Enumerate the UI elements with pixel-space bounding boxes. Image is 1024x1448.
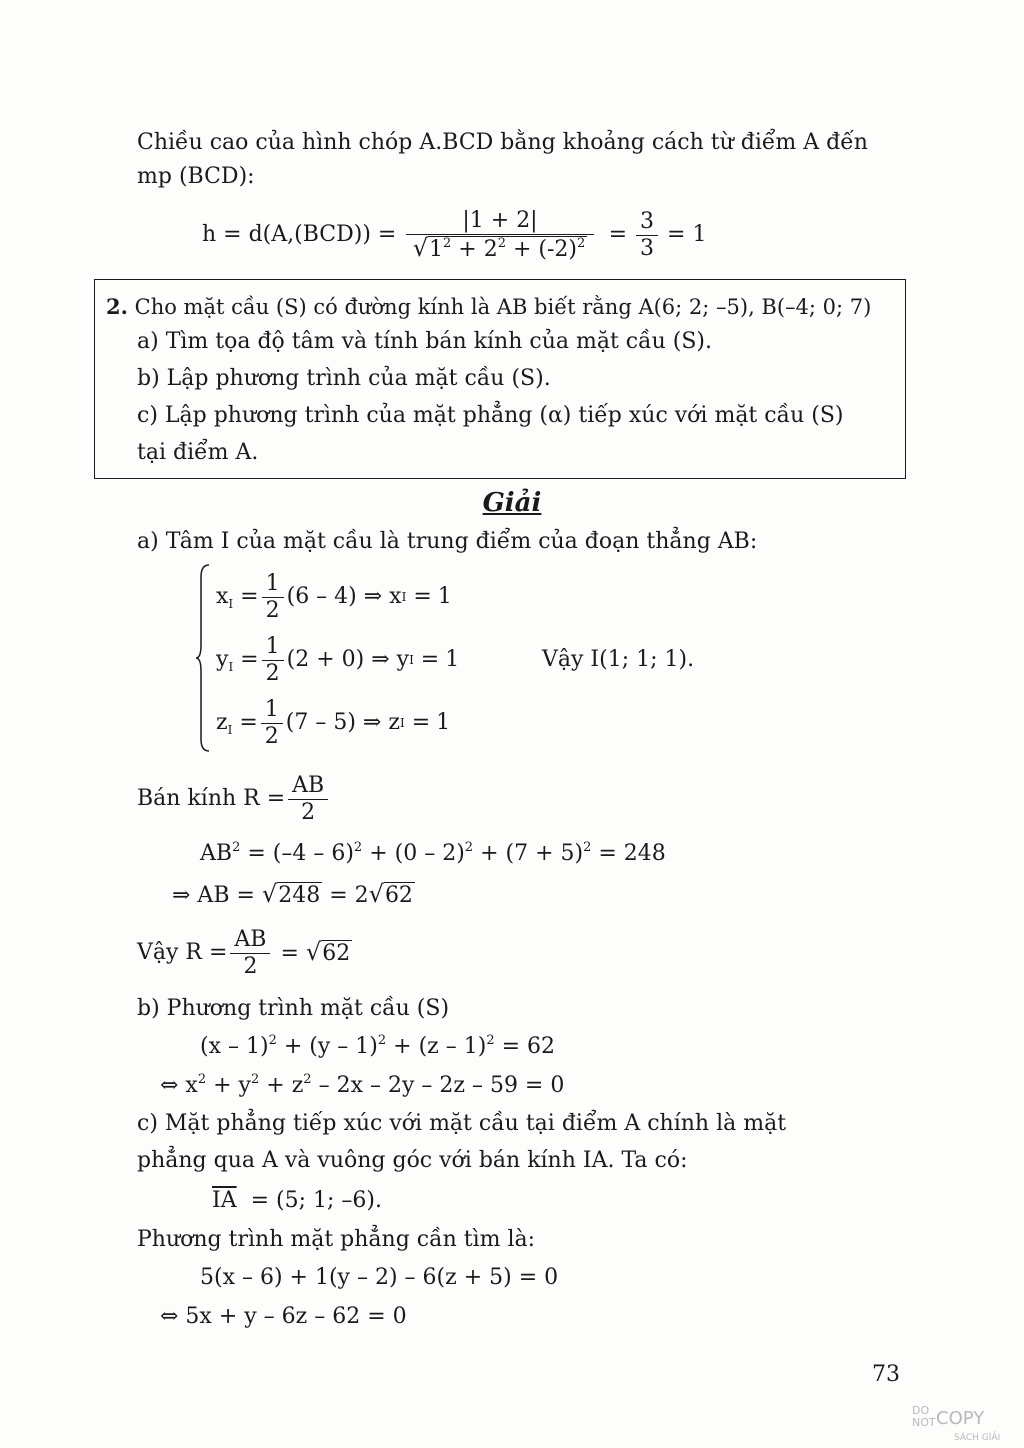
problem-text: Cho mặt cầu (S) có đường kính là AB biết rằng A(6; 2; –5), B(–4; 0; 7) [134, 295, 872, 319]
radius-formula: Bán kính R = $\frac{AB}{2}$ [137, 768, 331, 830]
system-row-y: $y_I$ = $\frac{1}{2}$ (2 + 0) ⇒ y I = 1 [216, 633, 460, 686]
sphere-equation-2: ⇔ $x^2 + y^2 + z^2 - 2x - 2y - 2z - 59 = 0$ [160, 1072, 565, 1098]
intro-line-1: Chiều cao của hình chóp A.BCD bằng khoảng cách từ điểm A đến [137, 130, 868, 155]
problem-part-c-line1: c) Lập phương trình của mặt phẳng (α) tiếp xúc với mặt cầu (S) [137, 403, 844, 428]
watermark-do: DO [912, 1404, 930, 1417]
equals-sign: = [608, 222, 628, 247]
system-row-z: $z_I$ = $\frac{1}{2}$ (7 – 5) ⇒ z I = 1 [216, 696, 451, 749]
watermark-not: NOT [912, 1416, 936, 1429]
distance-fraction [406, 208, 593, 263]
watermark-copy: COPY [936, 1408, 985, 1429]
part-c-line-2: phẳng qua A và vuông góc với bán kính IA. Ta có: [137, 1148, 688, 1173]
result-numerator: 3 [636, 209, 658, 236]
watermark-brand: SÁCH GIẢI [954, 1433, 1001, 1443]
part-a-intro: a) Tâm I của mặt cầu là trung điểm của đoạn thẳng AB: [137, 529, 758, 554]
problem-part-b: b) Lập phương trình của mặt cầu (S). [137, 366, 551, 391]
page-number: 73 [872, 1362, 900, 1387]
plane-equation-1: 5(x – 6) + 1(y – 2) – 6(z + 5) = 0 [200, 1265, 559, 1290]
system-row-x: $x_I$ = $\frac{1}{2}$ (6 – 4) ⇒ x I = 1 [216, 570, 452, 623]
problem-statement [106, 293, 871, 321]
formula-lhs: h = d(A,(BCD)) = [202, 222, 397, 247]
radius-result: Vậy R = $\frac{AB}{2}$ = √62 [137, 926, 351, 979]
plane-equation-2: ⇔ 5x + y – 6z – 62 = 0 [160, 1304, 407, 1329]
ia-vector-label: $\overline{IA}$ [212, 1188, 237, 1213]
problem-number: 2. [106, 294, 128, 319]
solution-heading: Giải [482, 488, 542, 518]
result-value: = 1 [667, 222, 707, 247]
sphere-equation-1: (x – 1)$^2$ + (y – 1)$^2$ + (z – 1)$^2$ = 62 [200, 1033, 556, 1059]
result-denominator: 3 [640, 235, 655, 261]
watermark-logo [910, 1400, 1010, 1444]
plane-intro: Phương trình mặt phẳng cần tìm là: [137, 1227, 536, 1252]
height-formula [202, 200, 706, 270]
ab-squared: $AB^2 = (-4 - 6)^2 + (0 - 2)^2 + (7 + 5)^2 = 248$ [200, 840, 666, 866]
part-c-line-1: c) Mặt phẳng tiếp xúc với mặt cầu tại điểm A chính là mặt [137, 1111, 787, 1136]
distance-denominator: $√1^2 + 2^2 + (-2)^2$ [412, 233, 586, 262]
intro-line-2: mp (BCD): [137, 164, 255, 189]
ia-vector: $\overline{IA} = (5$; 1; –6). [212, 1188, 382, 1213]
system-brace [196, 563, 210, 753]
center-conclusion: Vậy I(1; 1; 1). [542, 647, 695, 672]
ab-root: ⇒ AB = √248 = 2√62 [172, 880, 413, 908]
result-fraction [636, 209, 658, 262]
problem-part-a: a) Tìm tọa độ tâm và tính bán kính của mặt cầu (S). [137, 329, 712, 354]
problem-part-c-line2: tại điểm A. [137, 440, 259, 465]
part-b-intro: b) Phương trình mặt cầu (S) [137, 996, 450, 1021]
distance-numerator: |1 + 2| [406, 208, 593, 235]
